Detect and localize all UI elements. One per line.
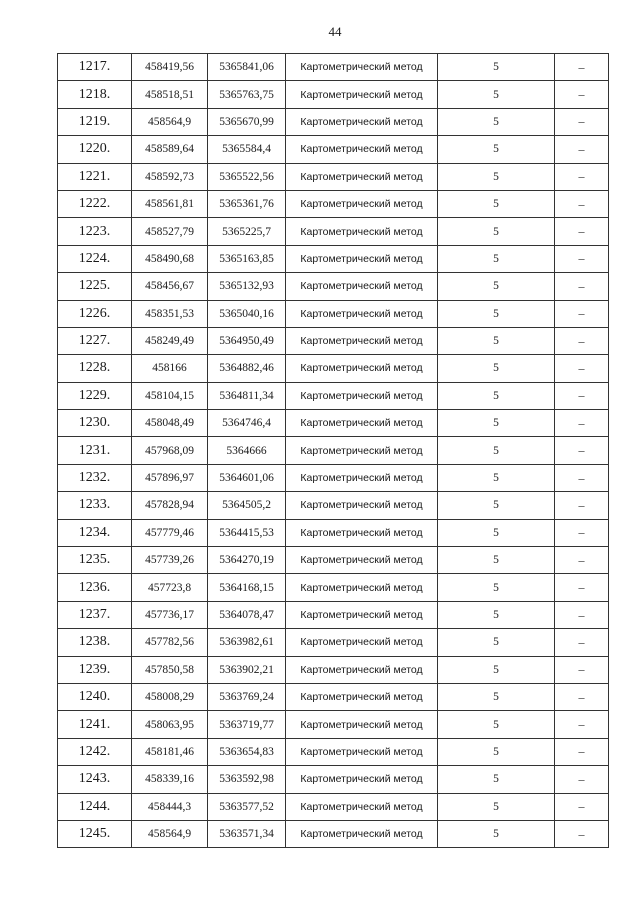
point-number-cell: 1233. [58,492,132,519]
description-cell: – [555,300,609,327]
accuracy-cell: 5 [438,738,555,765]
description-cell: – [555,190,609,217]
accuracy-cell: 5 [438,601,555,628]
table-row [58,683,609,710]
table-row [58,300,609,327]
table-row [58,711,609,738]
x-coordinate-cell: 458419,56 [132,54,208,81]
method-cell: Картометрический метод [286,656,438,683]
x-coordinate-cell: 458249,49 [132,327,208,354]
x-coordinate-cell: 458592,73 [132,163,208,190]
y-coordinate-cell: 5363577,52 [208,793,286,820]
description-cell: – [555,273,609,300]
description-cell: – [555,410,609,437]
method-cell: Картометрический метод [286,820,438,847]
method-cell: Картометрический метод [286,190,438,217]
accuracy-cell: 5 [438,547,555,574]
point-number-cell: 1221. [58,163,132,190]
point-number-cell: 1241. [58,711,132,738]
method-cell: Картометрический метод [286,793,438,820]
table-row [58,382,609,409]
x-coordinate-cell: 458490,68 [132,245,208,272]
description-cell: – [555,629,609,656]
description-cell: – [555,656,609,683]
description-cell: – [555,574,609,601]
x-coordinate-cell: 458351,53 [132,300,208,327]
accuracy-cell: 5 [438,519,555,546]
x-coordinate-cell: 458444,3 [132,793,208,820]
point-number-cell: 1232. [58,464,132,491]
x-coordinate-cell: 458561,81 [132,190,208,217]
y-coordinate-cell: 5363592,98 [208,766,286,793]
description-cell: – [555,464,609,491]
point-number-cell: 1217. [58,54,132,81]
description-cell: – [555,683,609,710]
accuracy-cell: 5 [438,273,555,300]
x-coordinate-cell: 458008,29 [132,683,208,710]
table-row [58,245,609,272]
x-coordinate-cell: 457739,26 [132,547,208,574]
description-cell: – [555,108,609,135]
y-coordinate-cell: 5365841,06 [208,54,286,81]
y-coordinate-cell: 5364078,47 [208,601,286,628]
accuracy-cell: 5 [438,190,555,217]
accuracy-cell: 5 [438,245,555,272]
x-coordinate-cell: 458564,9 [132,108,208,135]
description-cell: – [555,54,609,81]
description-cell: – [555,163,609,190]
table-row [58,766,609,793]
table-row [58,437,609,464]
x-coordinate-cell: 458564,9 [132,820,208,847]
point-number-cell: 1222. [58,190,132,217]
description-cell: – [555,245,609,272]
y-coordinate-cell: 5363902,21 [208,656,286,683]
method-cell: Картометрический метод [286,464,438,491]
point-number-cell: 1220. [58,136,132,163]
y-coordinate-cell: 5364505,2 [208,492,286,519]
y-coordinate-cell: 5365163,85 [208,245,286,272]
point-number-cell: 1238. [58,629,132,656]
accuracy-cell: 5 [438,355,555,382]
point-number-cell: 1242. [58,738,132,765]
accuracy-cell: 5 [438,656,555,683]
x-coordinate-cell: 458339,16 [132,766,208,793]
point-number-cell: 1239. [58,656,132,683]
accuracy-cell: 5 [438,300,555,327]
description-cell: – [555,218,609,245]
description-cell: – [555,738,609,765]
table-row [58,793,609,820]
y-coordinate-cell: 5365361,76 [208,190,286,217]
y-coordinate-cell: 5364168,15 [208,574,286,601]
x-coordinate-cell: 457828,94 [132,492,208,519]
point-number-cell: 1237. [58,601,132,628]
x-coordinate-cell: 457779,46 [132,519,208,546]
point-number-cell: 1243. [58,766,132,793]
table-row [58,601,609,628]
accuracy-cell: 5 [438,410,555,437]
accuracy-cell: 5 [438,382,555,409]
y-coordinate-cell: 5365225,7 [208,218,286,245]
accuracy-cell: 5 [438,136,555,163]
description-cell: – [555,766,609,793]
accuracy-cell: 5 [438,327,555,354]
point-number-cell: 1226. [58,300,132,327]
description-cell: – [555,327,609,354]
method-cell: Картометрический метод [286,711,438,738]
page-number: 44 [328,24,342,39]
description-cell: – [555,711,609,738]
x-coordinate-cell: 458104,15 [132,382,208,409]
point-number-cell: 1244. [58,793,132,820]
y-coordinate-cell: 5363769,24 [208,683,286,710]
y-coordinate-cell: 5363982,61 [208,629,286,656]
method-cell: Картометрический метод [286,218,438,245]
method-cell: Картометрический метод [286,327,438,354]
accuracy-cell: 5 [438,683,555,710]
table-row [58,492,609,519]
method-cell: Картометрический метод [286,382,438,409]
method-cell: Картометрический метод [286,136,438,163]
accuracy-cell: 5 [438,163,555,190]
table-row [58,464,609,491]
x-coordinate-cell: 457850,58 [132,656,208,683]
method-cell: Картометрический метод [286,683,438,710]
accuracy-cell: 5 [438,54,555,81]
accuracy-cell: 5 [438,437,555,464]
method-cell: Картометрический метод [286,574,438,601]
accuracy-cell: 5 [438,218,555,245]
method-cell: Картометрический метод [286,410,438,437]
point-number-cell: 1231. [58,437,132,464]
method-cell: Картометрический метод [286,629,438,656]
accuracy-cell: 5 [438,464,555,491]
description-cell: – [555,437,609,464]
method-cell: Картометрический метод [286,273,438,300]
method-cell: Картометрический метод [286,437,438,464]
table-row [58,629,609,656]
y-coordinate-cell: 5365132,93 [208,273,286,300]
method-cell: Картометрический метод [286,81,438,108]
x-coordinate-cell: 458048,49 [132,410,208,437]
coordinates-table [57,53,609,848]
table-row [58,108,609,135]
method-cell: Картометрический метод [286,163,438,190]
method-cell: Картометрический метод [286,601,438,628]
point-number-cell: 1227. [58,327,132,354]
description-cell: – [555,601,609,628]
y-coordinate-cell: 5365040,16 [208,300,286,327]
table-row [58,327,609,354]
y-coordinate-cell: 5365670,99 [208,108,286,135]
point-number-cell: 1229. [58,382,132,409]
coordinates-table-body [58,54,609,848]
table-row [58,81,609,108]
method-cell: Картометрический метод [286,738,438,765]
point-number-cell: 1228. [58,355,132,382]
method-cell: Картометрический метод [286,547,438,574]
y-coordinate-cell: 5363571,34 [208,820,286,847]
y-coordinate-cell: 5364882,46 [208,355,286,382]
accuracy-cell: 5 [438,574,555,601]
method-cell: Картометрический метод [286,355,438,382]
x-coordinate-cell: 457896,97 [132,464,208,491]
accuracy-cell: 5 [438,820,555,847]
y-coordinate-cell: 5365522,56 [208,163,286,190]
table-row [58,218,609,245]
point-number-cell: 1223. [58,218,132,245]
table-row [58,136,609,163]
accuracy-cell: 5 [438,492,555,519]
x-coordinate-cell: 458456,67 [132,273,208,300]
description-cell: – [555,382,609,409]
description-cell: – [555,547,609,574]
y-coordinate-cell: 5364415,53 [208,519,286,546]
x-coordinate-cell: 457723,8 [132,574,208,601]
accuracy-cell: 5 [438,629,555,656]
point-number-cell: 1219. [58,108,132,135]
x-coordinate-cell: 458589,64 [132,136,208,163]
accuracy-cell: 5 [438,711,555,738]
method-cell: Картометрический метод [286,108,438,135]
table-row [58,410,609,437]
method-cell: Картометрический метод [286,300,438,327]
description-cell: – [555,492,609,519]
y-coordinate-cell: 5364950,49 [208,327,286,354]
description-cell: – [555,519,609,546]
table-row [58,273,609,300]
point-number-cell: 1218. [58,81,132,108]
y-coordinate-cell: 5364270,19 [208,547,286,574]
x-coordinate-cell: 457968,09 [132,437,208,464]
y-coordinate-cell: 5365584,4 [208,136,286,163]
table-row [58,820,609,847]
point-number-cell: 1224. [58,245,132,272]
method-cell: Картометрический метод [286,54,438,81]
x-coordinate-cell: 458063,95 [132,711,208,738]
point-number-cell: 1245. [58,820,132,847]
x-coordinate-cell: 458181,46 [132,738,208,765]
y-coordinate-cell: 5363719,77 [208,711,286,738]
x-coordinate-cell: 458518,51 [132,81,208,108]
table-row [58,519,609,546]
accuracy-cell: 5 [438,108,555,135]
x-coordinate-cell: 457736,17 [132,601,208,628]
description-cell: – [555,355,609,382]
description-cell: – [555,820,609,847]
description-cell: – [555,81,609,108]
table-row [58,547,609,574]
point-number-cell: 1240. [58,683,132,710]
point-number-cell: 1225. [58,273,132,300]
table-row [58,355,609,382]
accuracy-cell: 5 [438,766,555,793]
description-cell: – [555,136,609,163]
point-number-cell: 1236. [58,574,132,601]
point-number-cell: 1235. [58,547,132,574]
table-row [58,574,609,601]
method-cell: Картометрический метод [286,245,438,272]
table-row [58,656,609,683]
description-cell: – [555,793,609,820]
x-coordinate-cell: 458527,79 [132,218,208,245]
x-coordinate-cell: 457782,56 [132,629,208,656]
y-coordinate-cell: 5364601,06 [208,464,286,491]
y-coordinate-cell: 5364746,4 [208,410,286,437]
method-cell: Картометрический метод [286,519,438,546]
point-number-cell: 1234. [58,519,132,546]
table-row [58,54,609,81]
table-row [58,190,609,217]
point-number-cell: 1230. [58,410,132,437]
table-row [58,738,609,765]
method-cell: Картометрический метод [286,766,438,793]
x-coordinate-cell: 458166 [132,355,208,382]
y-coordinate-cell: 5365763,75 [208,81,286,108]
method-cell: Картометрический метод [286,492,438,519]
y-coordinate-cell: 5364811,34 [208,382,286,409]
accuracy-cell: 5 [438,81,555,108]
y-coordinate-cell: 5363654,83 [208,738,286,765]
y-coordinate-cell: 5364666 [208,437,286,464]
accuracy-cell: 5 [438,793,555,820]
table-row [58,163,609,190]
